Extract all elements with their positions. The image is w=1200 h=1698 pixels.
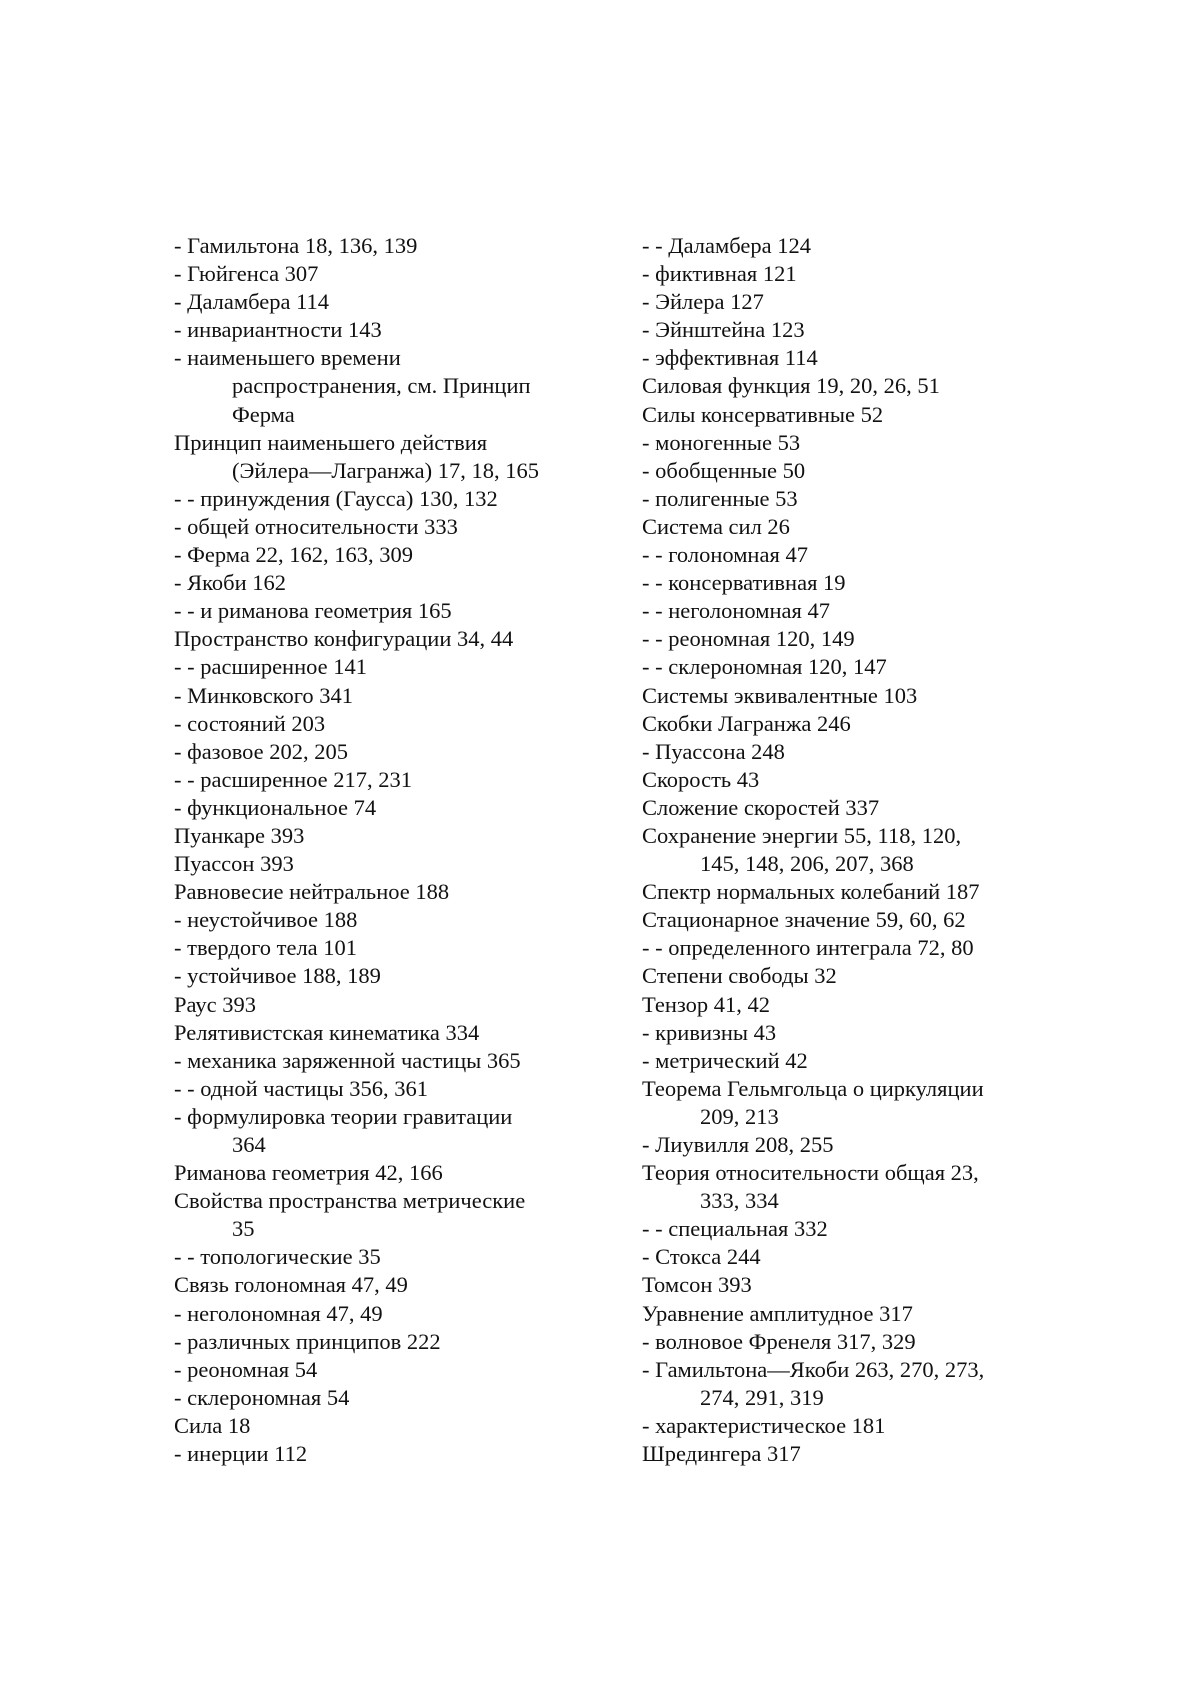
index-entry: - кривизны 43: [642, 1019, 777, 1045]
index-entry: Скобки Лагранжа 246: [642, 710, 851, 736]
index-entry: - функциональное 74: [174, 794, 377, 820]
index-entry: - - топологические 35: [174, 1244, 381, 1270]
index-entry: - устойчивое 188, 189: [174, 963, 381, 989]
index-entry: - механика заряженной частицы 365: [174, 1047, 521, 1073]
index-entry: - неустойчивое 188: [174, 907, 358, 933]
index-entry: - реономная 54: [174, 1356, 318, 1382]
index-entry: - эффективная 114: [642, 345, 818, 371]
index-entry: Свойства пространства метрические: [174, 1188, 526, 1214]
index-entry: - - принуждения (Гаусса) 130, 132: [174, 485, 498, 511]
index-entry: Система сил 26: [642, 513, 790, 539]
index-entry: Шредингера 317: [642, 1441, 801, 1467]
index-entry: - формулировка теории гравитации: [174, 1103, 513, 1129]
index-entry: Тензор 41, 42: [642, 991, 771, 1017]
index-entry: Раус 393: [174, 991, 256, 1017]
index-entry: - твердого тела 101: [174, 935, 358, 961]
index-entry: - склерономная 54: [174, 1384, 350, 1410]
index-entry: - - консервативная 19: [642, 570, 846, 596]
index-entry: - Гамильтона 18, 136, 139: [174, 233, 418, 258]
index-entry: Равновесие нейтральное 188: [174, 879, 450, 905]
index-entry: - фиктивная 121: [642, 261, 797, 287]
index-entry-continuation: 274, 291, 319: [700, 1384, 824, 1410]
index-entry-continuation: 145, 148, 206, 207, 368: [700, 851, 914, 877]
index-entry: Спектр нормальных колебаний 187: [642, 879, 980, 905]
index-entry: - Минковского 341: [174, 682, 354, 708]
index-entry: - инерции 112: [174, 1441, 308, 1467]
index-entry: - - одной частицы 356, 361: [174, 1075, 428, 1101]
index-entry: Теория относительности общая 23,: [642, 1160, 979, 1186]
index-entry: Связь голономная 47, 49: [174, 1272, 408, 1298]
index-entry: - - реономная 120, 149: [642, 626, 855, 652]
index-entry-continuation: (Эйлера—Лагранжа) 17, 18, 165: [232, 457, 539, 483]
index-entry-continuation: 333, 334: [700, 1188, 779, 1214]
index-entry: - Ферма 22, 162, 163, 309: [174, 542, 413, 568]
index-entry: - наименьшего времени: [174, 345, 401, 371]
index-entry-continuation: Ферма: [232, 401, 295, 427]
index-column-left: [174, 232, 624, 1468]
index-entry: - Эйнштейна 123: [642, 317, 805, 343]
index-entry: - метрический 42: [642, 1047, 808, 1073]
index-entry: - - склерономная 120, 147: [642, 654, 887, 680]
index-entry: - инвариантности 143: [174, 317, 382, 343]
index-entry: Релятивистская кинематика 334: [174, 1019, 480, 1045]
index-entry: Принцип наименьшего действия: [174, 429, 488, 455]
index-entry: Теорема Гельмгольца о циркуляции: [642, 1075, 984, 1101]
index-entry: Уравнение амплитудное 317: [642, 1300, 913, 1326]
index-entry: Пуанкаре 393: [174, 822, 305, 848]
index-entry: Пространство конфигурации 34, 44: [174, 626, 514, 652]
index-entry: - Стокса 244: [642, 1244, 761, 1270]
index-entry: - фазовое 202, 205: [174, 738, 349, 764]
index-entry: - - определенного интеграла 72, 80: [642, 935, 974, 961]
index-entry: Сила 18: [174, 1412, 251, 1438]
index-entry: - различных принципов 222: [174, 1328, 441, 1354]
index-entry: - характеристическое 181: [642, 1412, 886, 1438]
index-entry-continuation: 35: [232, 1216, 255, 1242]
index-entry: - - специальная 332: [642, 1216, 828, 1242]
index-entry: - Пуассона 248: [642, 738, 785, 764]
index-entry: - обобщенные 50: [642, 457, 806, 483]
index-entry-continuation: 209, 213: [700, 1103, 779, 1129]
index-entry: - Гюйгенса 307: [174, 261, 319, 287]
index-entry: Степени свободы 32: [642, 963, 837, 989]
index-entry: Силовая функция 19, 20, 26, 51: [642, 373, 940, 399]
index-entry-continuation: распространения, см. Принцип: [232, 373, 531, 399]
index-entry: - - Даламбера 124: [642, 233, 811, 258]
index-entry: - - расширенное 141: [174, 654, 368, 680]
index-entry: - - неголономная 47: [642, 598, 830, 624]
index-entry: - - и риманова геометрия 165: [174, 598, 452, 624]
index-entry: - Гамильтона—Якоби 263, 270, 273,: [642, 1356, 985, 1382]
index-entry: Сложение скоростей 337: [642, 794, 880, 820]
index-entry: Системы эквивалентные 103: [642, 682, 918, 708]
index-entry: Сохранение энергии 55, 118, 120,: [642, 822, 962, 848]
index-entry: - моногенные 53: [642, 429, 801, 455]
index-entry: - Якоби 162: [174, 570, 287, 596]
index-entry: Пуассон 393: [174, 851, 294, 877]
index-entry: - состояний 203: [174, 710, 326, 736]
index-entry: Силы консервативные 52: [642, 401, 884, 427]
index-entry-continuation: 364: [232, 1132, 266, 1157]
index-entry: - полигенные 53: [642, 485, 798, 511]
index-entry: Риманова геометрия 42, 166: [174, 1160, 443, 1186]
index-entry: - Эйлера 127: [642, 289, 764, 315]
index-entry: Стационарное значение 59, 60, 62: [642, 907, 966, 933]
index-entry: - - голономная 47: [642, 542, 808, 568]
index-entry: - неголономная 47, 49: [174, 1300, 383, 1326]
index-entry: - общей относительности 333: [174, 513, 458, 539]
index-entry: - Лиувилля 208, 255: [642, 1132, 834, 1157]
index-entry: - волновое Френеля 317, 329: [642, 1328, 916, 1354]
index-entry: - Даламбера 114: [174, 289, 330, 315]
index-entry: Скорость 43: [642, 766, 760, 792]
index-column-right: [642, 232, 1062, 1468]
index-entry: Томсон 393: [642, 1272, 752, 1298]
index-entry: - - расширенное 217, 231: [174, 766, 413, 792]
